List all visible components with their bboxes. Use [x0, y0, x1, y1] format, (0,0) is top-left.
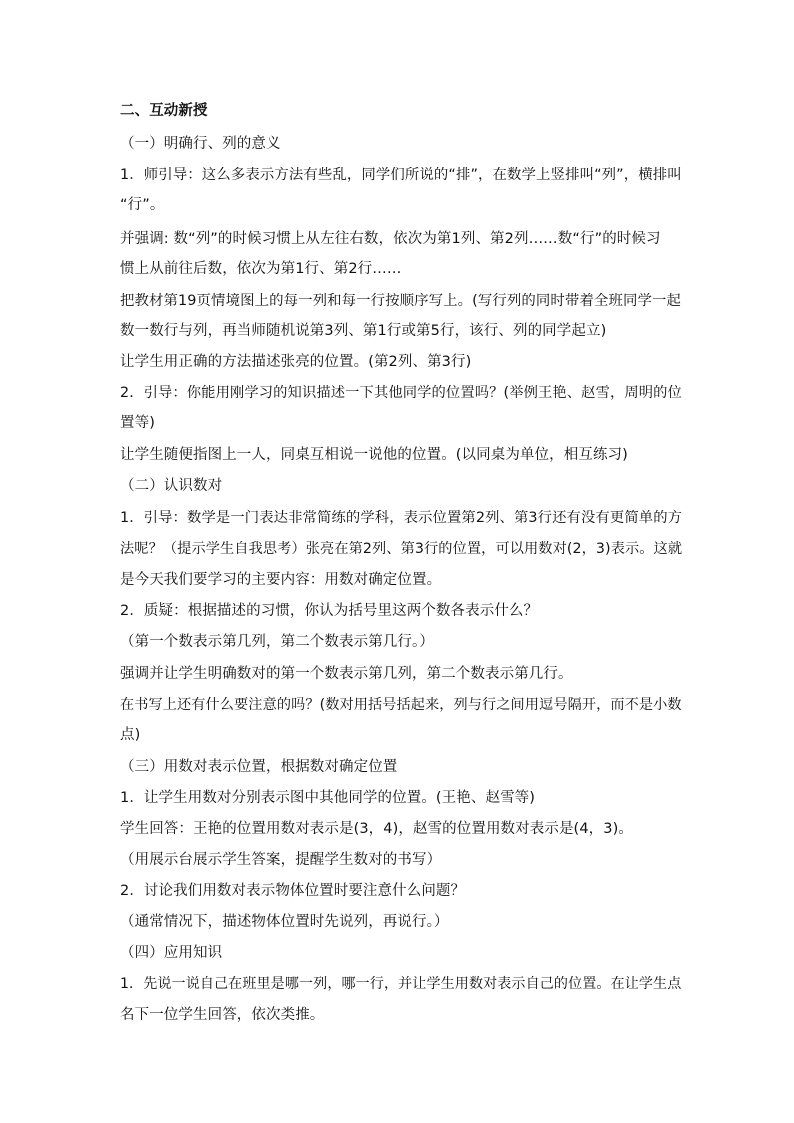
- paragraph-line: 2．引导：你能用刚学习的知识描述一下其他同学的位置吗？(举例王艳、赵雪，周明的位: [120, 385, 682, 401]
- paragraph-line: （用展示台展示学生答案，提醒学生数对的书写）: [120, 852, 442, 868]
- paragraph-line: 把教材第19页情境图上的每一列和每一行按顺序写上。(写行列的同时带着全班同学一起: [120, 293, 681, 309]
- paragraph-line: 2．质疑：根据描述的习惯，你认为括号里这两个数各表示什么？: [120, 603, 539, 619]
- subsection-heading: （一）明确行、列的意义: [120, 136, 281, 152]
- paragraph-line: 法呢？（提示学生自我思考）张亮在第2列、第3行的位置，可以用数对(2，3)表示。这就: [120, 541, 683, 557]
- paragraph-line: 强调并让学生明确数对的第一个数表示第几列，第二个数表示第几行。: [120, 666, 573, 682]
- paragraph-line: 数一数行与列，再当师随机说第3列、第1行或第5行，该行、列的同学起立): [120, 323, 607, 339]
- paragraph-line: （第一个数表示第几列，第二个数表示第几行。）: [120, 634, 434, 650]
- paragraph-line: 1．引导：数学是一门表达非常简练的学科，表示位置第2列、第3行还有没有更简单的方: [120, 510, 683, 526]
- paragraph-line: 惯上从前往后数，依次为第1行、第2行……: [120, 261, 402, 277]
- paragraph-line: 在书写上还有什么要注意的吗？(数对用括号括起来，列与行之间用逗号隔开，而不是小数: [120, 697, 682, 713]
- subsection-heading: （二）认识数对: [120, 478, 223, 494]
- subsection-heading: （四）应用知识: [120, 945, 223, 961]
- paragraph-line: 名下一位学生回答，依次类推。: [120, 1007, 325, 1023]
- paragraph-line: 是今天我们要学习的主要内容：用数对确定位置。: [120, 572, 442, 588]
- paragraph-line: 2．讨论我们用数对表示物体位置时要注意什么问题？: [120, 883, 466, 899]
- paragraph-line: （通常情况下，描述物体位置时先说列，再说行。）: [120, 914, 449, 930]
- subsection-heading: （三）用数对表示位置，根据数对确定位置: [120, 759, 398, 775]
- paragraph-line: 1．先说一说自己在班里是哪一列，哪一行，并让学生用数对表示自己的位置。在让学生点: [120, 976, 682, 992]
- paragraph-line: 学生回答：王艳的位置用数对表示是(3，4)，赵雪的位置用数对表示是(4，3)。: [120, 821, 633, 837]
- paragraph-line: “行”。: [120, 197, 165, 213]
- section-heading: 二、互动新授: [120, 103, 208, 119]
- paragraph-line: 并强调: 数“列”的时候习惯上从左往右数，依次为第1列、第2列……数“行”的时候习: [120, 231, 661, 247]
- paragraph-line: 1．让学生用数对分别表示图中其他同学的位置。(王艳、赵雪等): [120, 790, 536, 806]
- paragraph-line: 点): [120, 727, 141, 743]
- paragraph-line: 1．师引导：这么多表示方法有些乱，同学们所说的“排”，在数学上竖排叫“列”，横排叫: [120, 167, 682, 183]
- paragraph-line: 让学生随便指图上一人，同桌互相说一说他的位置。(以同桌为单位，相互练习): [120, 447, 628, 463]
- paragraph-line: 让学生用正确的方法描述张亮的位置。(第2列、第3行): [120, 354, 472, 370]
- paragraph-line: 置等): [120, 415, 155, 431]
